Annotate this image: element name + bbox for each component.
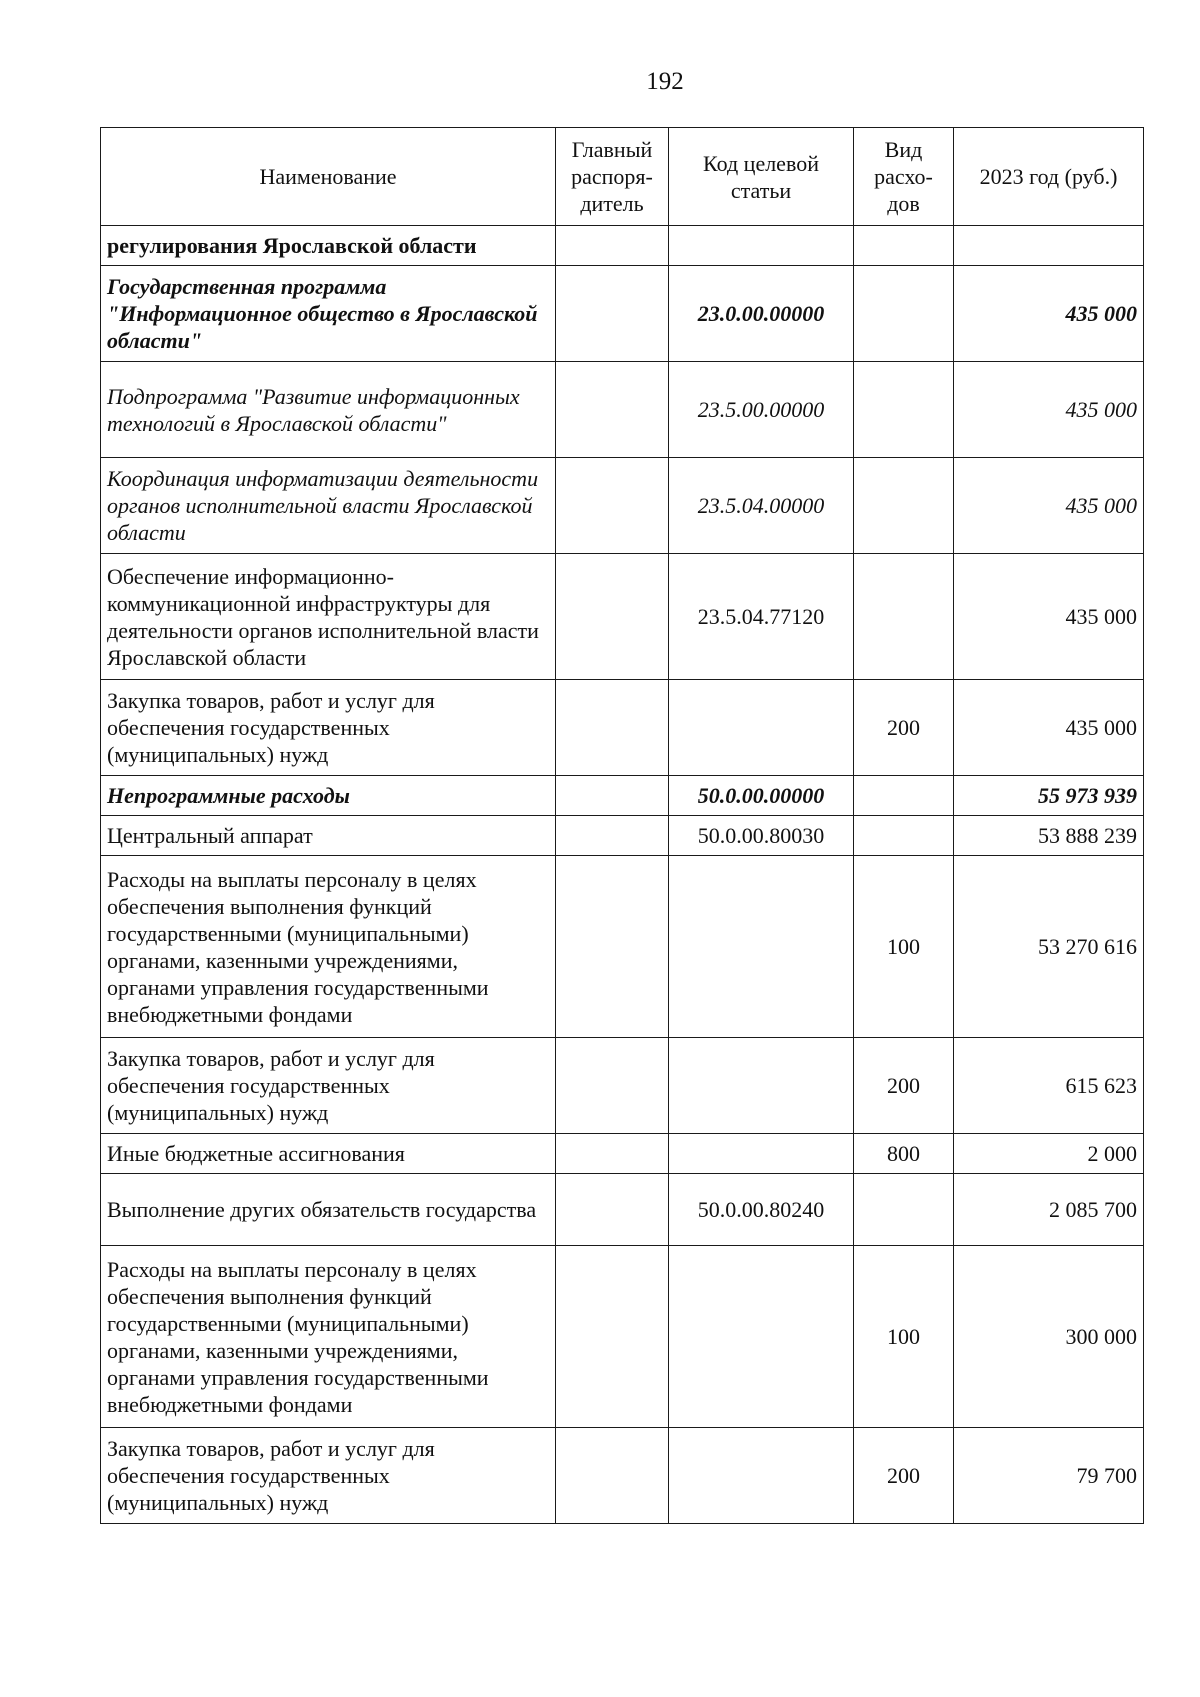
row-manager — [556, 816, 669, 856]
row-kind — [854, 816, 954, 856]
row-kind: 200 — [854, 1038, 954, 1134]
row-kind: 200 — [854, 1428, 954, 1524]
row-kind: 200 — [854, 680, 954, 776]
row-amount: 435 000 — [954, 458, 1144, 554]
row-code: 23.5.04.77120 — [669, 554, 854, 680]
row-name: Обеспечение информационно-коммуникационной инфраструктуры для деятельности органов исполнительной власти Ярославской области — [101, 554, 556, 680]
row-amount — [954, 226, 1144, 266]
row-kind — [854, 458, 954, 554]
row-amount: 2 085 700 — [954, 1174, 1144, 1246]
table-row — [101, 816, 1144, 856]
row-amount: 615 623 — [954, 1038, 1144, 1134]
row-amount: 79 700 — [954, 1428, 1144, 1524]
row-name: Координация информатизации деятельности органов исполнительной власти Ярославской области — [101, 458, 556, 554]
row-manager — [556, 680, 669, 776]
row-kind — [854, 266, 954, 362]
row-code — [669, 680, 854, 776]
row-name: Расходы на выплаты персоналу в целях обеспечения выполнения функций государственными (муниципальными) органами, казенными учреждениями, органами управления государственными внебюджетными фондами — [101, 856, 556, 1038]
row-manager — [556, 1246, 669, 1428]
row-kind: 100 — [854, 856, 954, 1038]
row-kind: 100 — [854, 1246, 954, 1428]
table-row — [101, 226, 1144, 266]
row-manager — [556, 1038, 669, 1134]
row-kind — [854, 362, 954, 458]
row-code — [669, 1038, 854, 1134]
row-code — [669, 856, 854, 1038]
row-kind: 800 — [854, 1134, 954, 1174]
row-kind — [854, 1174, 954, 1246]
row-kind — [854, 776, 954, 816]
table-row — [101, 266, 1144, 362]
row-code — [669, 1134, 854, 1174]
row-manager — [556, 776, 669, 816]
row-amount: 435 000 — [954, 362, 1144, 458]
row-amount: 435 000 — [954, 554, 1144, 680]
row-name: Подпрограмма "Развитие информационных технологий в Ярославской области" — [101, 362, 556, 458]
table-row — [101, 458, 1144, 554]
row-amount: 435 000 — [954, 680, 1144, 776]
row-name: Государственная программа "Информационное общество в Ярославской области" — [101, 266, 556, 362]
row-amount: 300 000 — [954, 1246, 1144, 1428]
table-row — [101, 554, 1144, 680]
row-name: Закупка товаров, работ и услуг для обеспечения государственных (муниципальных) нужд — [101, 1428, 556, 1524]
page-number: 192 — [646, 68, 684, 95]
header-expense-type: Вид расхо-дов — [854, 128, 954, 226]
row-manager — [556, 266, 669, 362]
table-row — [101, 1246, 1144, 1428]
header-target-code: Код целевой статьи — [669, 128, 854, 226]
row-amount: 435 000 — [954, 266, 1144, 362]
row-code — [669, 226, 854, 266]
row-name: Непрограммные расходы — [101, 776, 556, 816]
row-manager — [556, 458, 669, 554]
row-amount: 55 973 939 — [954, 776, 1144, 816]
table-row — [101, 1134, 1144, 1174]
header-manager: Главный распоря-дитель — [556, 128, 669, 226]
table-row — [101, 856, 1144, 1038]
row-code — [669, 1428, 854, 1524]
row-name: Расходы на выплаты персоналу в целях обеспечения выполнения функций государственными (муниципальными) органами, казенными учреждениями, органами управления государственными внебюджетными фондами — [101, 1246, 556, 1428]
row-code: 23.5.00.00000 — [669, 362, 854, 458]
row-code: 50.0.00.00000 — [669, 776, 854, 816]
row-manager — [556, 554, 669, 680]
table-row — [101, 1038, 1144, 1134]
header-year-amount: 2023 год (руб.) — [954, 128, 1144, 226]
row-kind — [854, 226, 954, 266]
row-manager — [556, 1134, 669, 1174]
table-row — [101, 1174, 1144, 1246]
row-name: регулирования Ярославской области — [101, 226, 556, 266]
row-amount: 53 888 239 — [954, 816, 1144, 856]
row-code: 50.0.00.80240 — [669, 1174, 854, 1246]
table-row — [101, 680, 1144, 776]
row-name: Центральный аппарат — [101, 816, 556, 856]
row-name: Закупка товаров, работ и услуг для обеспечения государственных (муниципальных) нужд — [101, 1038, 556, 1134]
row-code: 23.5.04.00000 — [669, 458, 854, 554]
header-name: Наименование — [101, 128, 556, 226]
row-name: Иные бюджетные ассигнования — [101, 1134, 556, 1174]
header-row — [101, 128, 1144, 226]
row-manager — [556, 226, 669, 266]
row-code: 50.0.00.80030 — [669, 816, 854, 856]
row-amount: 2 000 — [954, 1134, 1144, 1174]
row-manager — [556, 856, 669, 1038]
budget-table — [100, 127, 1144, 1524]
row-manager — [556, 362, 669, 458]
table-row — [101, 362, 1144, 458]
row-manager — [556, 1174, 669, 1246]
row-kind — [854, 554, 954, 680]
row-amount: 53 270 616 — [954, 856, 1144, 1038]
table-row — [101, 776, 1144, 816]
row-code — [669, 1246, 854, 1428]
table-row — [101, 1428, 1144, 1524]
row-name: Закупка товаров, работ и услуг для обеспечения государственных (муниципальных) нужд — [101, 680, 556, 776]
row-name: Выполнение других обязательств государства — [101, 1174, 556, 1246]
row-code: 23.0.00.00000 — [669, 266, 854, 362]
row-manager — [556, 1428, 669, 1524]
